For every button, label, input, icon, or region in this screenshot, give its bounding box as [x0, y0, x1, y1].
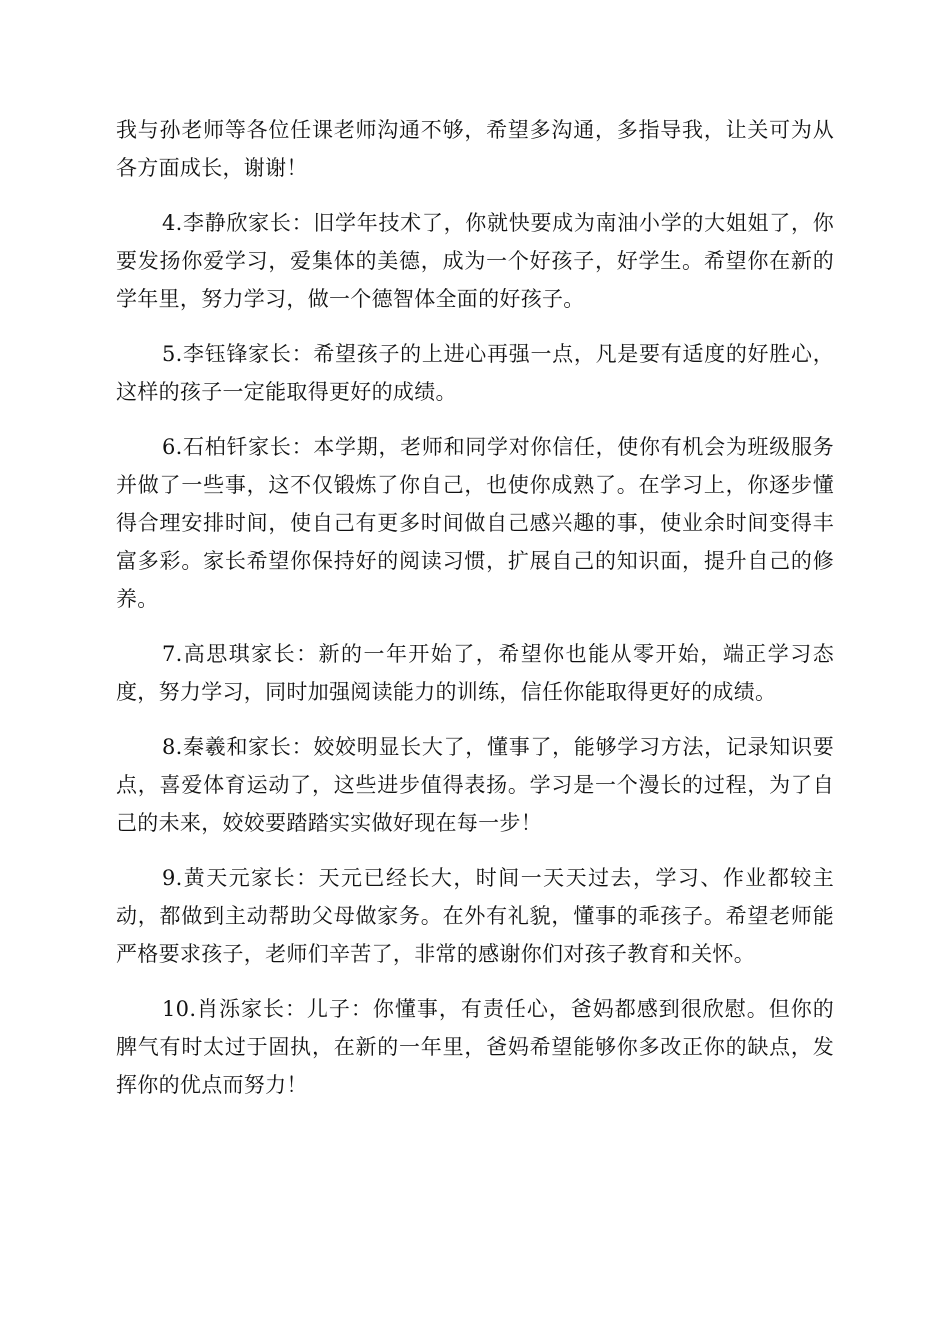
document-body	[116, 111, 834, 1121]
paragraph-parent-comment-5: 5.李钰锋家长：希望孩子的上进心再强一点，凡是要有适度的好胜心，这样的孩子一定能取得更好的成绩。	[116, 342, 834, 404]
paragraph-parent-comment-8: 8.秦羲和家长：姣姣明显长大了，懂事了，能够学习方法，记录知识要点，喜爱体育运动了，这些进步值得表扬。学习是一个漫长的过程，为了自己的未来，姣姣要踏踏实实做好现在每一步！	[116, 735, 834, 835]
paragraph-parent-comment-10: 10.肖泺家长：儿子：你懂事，有责任心，爸妈都感到很欣慰。但你的脾气有时太过于固执，在新的一年里，爸妈希望能够你多改正你的缺点，发挥你的优点而努力！	[116, 997, 834, 1097]
paragraph-parent-comment-7: 7.高思琪家长：新的一年开始了，希望你也能从零开始，端正学习态度，努力学习，同时加强阅读能力的训练，信任你能取得更好的成绩。	[116, 642, 834, 704]
paragraph-continued: 我与孙老师等各位任课老师沟通不够，希望多沟通，多指导我，让关可为从各方面成长，谢谢！	[116, 118, 834, 180]
paragraph-parent-comment-4: 4.李静欣家长：旧学年技术了，你就快要成为南油小学的大姐姐了，你要发扬你爱学习，爱集体的美德，成为一个好孩子，好学生。希望你在新的学年里，努力学习，做一个德智体全面的好孩子。	[116, 211, 834, 311]
paragraph-parent-comment-6: 6.石柏钎家长：本学期，老师和同学对你信任，使你有机会为班级服务并做了一些事，这不仅锻炼了你自己，也使你成熟了。在学习上，你逐步懂得合理安排时间，使自己有更多时间做自己感兴趣的事，使业余时间变得丰富多彩。家长希望你保持好的阅读习惯，扩展自己的知识面，提升自己的修养。	[116, 435, 834, 611]
paragraph-parent-comment-9: 9.黄天元家长：天元已经长大，时间一天天过去，学习、作业都较主动，都做到主动帮助父母做家务。在外有礼貌，懂事的乖孩子。希望老师能严格要求孩子，老师们辛苦了，非常的感谢你们对孩子教育和关怀。	[116, 866, 834, 966]
